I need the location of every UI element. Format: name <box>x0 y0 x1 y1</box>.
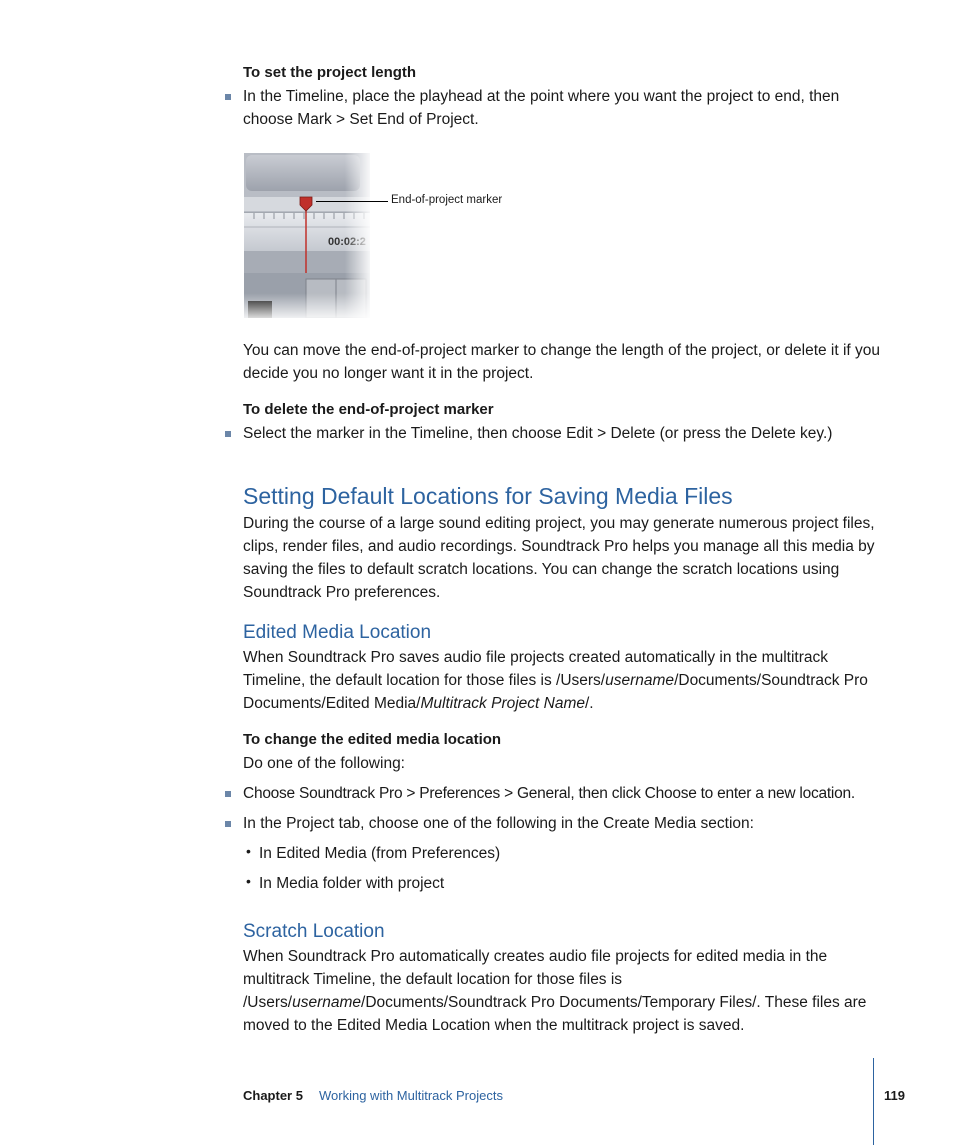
section-heading: Setting Default Locations for Saving Media Files <box>243 483 733 509</box>
timeline-illustration <box>244 153 370 318</box>
footer-divider <box>873 1058 874 1145</box>
scratch-paragraph: When Soundtrack Pro automatically creates audio file projects for edited media in the multitrack Timeline, the default location for those files is /Users/username/Documents/Soundtrack Pro Documents/Temporary Files/. These files are moved to the Edited Media Location when the multitrack project is saved. <box>243 948 867 1034</box>
bullet-marker <box>225 791 231 797</box>
bullet-text: Choose Soundtrack Pro > Preferences > General, then click Choose to enter a new location. <box>243 785 855 802</box>
edited-paragraph: When Soundtrack Pro saves audio file projects created automatically in the multitrack Timeline, the default location for those files is /Users/username/Documents/Soundtrack Pro Documents/Edited Media/Multitrack Project Name/. <box>243 649 868 712</box>
bullet-marker <box>225 94 231 100</box>
callout-line <box>316 201 388 202</box>
sub-bullet-text: In Edited Media (from Preferences) <box>259 845 501 862</box>
task-title-change-location: To change the edited media location <box>243 731 502 748</box>
bullet-text: In the Timeline, place the playhead at the point where you want the project to end, then choose Mark > Set End of Project. <box>243 88 840 128</box>
timeline-figure <box>244 153 370 318</box>
sub-bullet-dot: • <box>246 843 251 859</box>
instruction-text: Do one of the following: <box>243 755 405 772</box>
bullet-text: In the Project tab, choose one of the following in the Create Media section: <box>243 815 754 832</box>
subsection-heading-edited: Edited Media Location <box>243 622 432 643</box>
subsection-heading-scratch: Scratch Location <box>243 921 385 942</box>
bullet-text: Select the marker in the Timeline, then choose Edit > Delete (or press the Delete key.) <box>243 425 833 442</box>
footer-chapter-title: Working with Multitrack Projects <box>319 1088 503 1103</box>
task-title-delete-marker: To delete the end-of-project marker <box>243 401 494 418</box>
bullet-marker <box>225 431 231 437</box>
intro-paragraph: During the course of a large sound editing project, you may generate numerous project files, clips, render files, and audio recordings. Soundtrack Pro helps you manage all this media by saving the files to default scratch locations. You can change the scratch locations using Soundtrack Pro preferences. <box>243 515 875 601</box>
footer-chapter: Chapter 5 <box>243 1088 303 1103</box>
sub-bullet-dot: • <box>246 873 251 889</box>
paragraph: You can move the end-of-project marker to change the length of the project, or delete it if you decide you no longer want it in the project. <box>243 342 881 382</box>
task-title-set-length: To set the project length <box>243 64 417 81</box>
page-number: 119 <box>884 1088 905 1103</box>
bullet-marker <box>225 821 231 827</box>
sub-bullet-text: In Media folder with project <box>259 875 445 892</box>
callout-label: End-of-project marker <box>391 194 503 206</box>
